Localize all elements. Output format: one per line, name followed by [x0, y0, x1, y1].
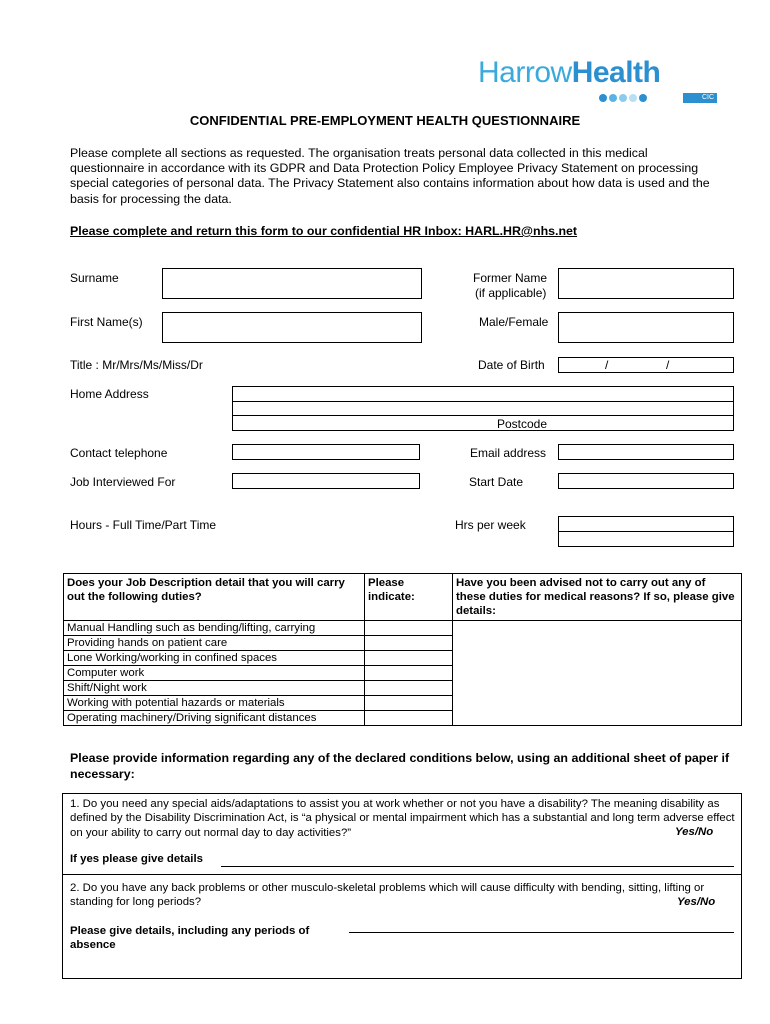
question-2-text: 2. Do you have any back problems or other musculo-skeletal problems which will cause difficulty with bending, sitting, lifting or standing for long periods?: [70, 882, 705, 909]
duty-label: Working with potential hazards or materials: [64, 696, 365, 711]
duties-col-header: Does your Job Description detail that you will carry out the following duties?: [64, 574, 365, 621]
advised-col-header: Have you been advised not to carry out any of these duties for medical reasons? If so, please give details:: [453, 574, 742, 621]
dob-separator: /: [605, 358, 609, 372]
hrs-per-week-label: Hrs per week: [455, 518, 526, 532]
home-address-label: Home Address: [70, 387, 149, 401]
job-label: Job Interviewed For: [70, 475, 176, 489]
hours-label: Hours - Full Time/Part Time: [70, 518, 217, 532]
gender-field[interactable]: [558, 312, 734, 343]
hrs-per-week-field-2[interactable]: [558, 531, 734, 547]
contact-telephone-label: Contact telephone: [70, 446, 168, 460]
logo-light-text: Harrow: [478, 56, 572, 89]
question-divider: [63, 874, 741, 875]
duty-label: Operating machinery/Driving significant distances: [64, 711, 365, 726]
indicate-cell[interactable]: [365, 711, 453, 726]
conditions-heading: Please provide information regarding any of the declared conditions below, using an additional sheet of paper if necessary:: [70, 751, 730, 781]
email-field[interactable]: [558, 444, 734, 460]
logo-dot: [629, 94, 637, 102]
start-date-field[interactable]: [558, 473, 734, 489]
dob-separator: /: [666, 358, 670, 372]
title-label: Title : Mr/Mrs/Ms/Miss/Dr: [70, 358, 203, 372]
indicate-cell[interactable]: [365, 696, 453, 711]
return-instructions: Please complete and return this form to our confidential HR Inbox: HARL.HR@nhs.net: [70, 224, 578, 238]
job-field[interactable]: [232, 473, 420, 489]
indicate-cell[interactable]: [365, 651, 453, 666]
logo-cic-tag: CIC: [683, 93, 717, 103]
question-1-details-label: If yes please give details: [70, 853, 203, 865]
page-title: CONFIDENTIAL PRE-EMPLOYMENT HEALTH QUESTIONNAIRE: [189, 113, 581, 128]
address-line-3-field[interactable]: [232, 415, 734, 431]
question-2-yes-no[interactable]: Yes/No: [677, 896, 716, 908]
former-name-label: Former Name: [473, 271, 548, 285]
duty-label: Computer work: [64, 666, 365, 681]
question-1-yes-no[interactable]: Yes/No: [675, 826, 714, 838]
question-1-details-line[interactable]: [221, 866, 734, 867]
conditions-box: [62, 793, 742, 979]
logo-wordmark: [478, 56, 660, 90]
question-2-details-label: Please give details, including any periods of absence: [70, 925, 310, 952]
first-names-field[interactable]: [162, 312, 422, 343]
first-names-label: First Name(s): [70, 315, 143, 329]
dob-label: Date of Birth: [478, 358, 545, 372]
duties-table-header: [64, 574, 742, 621]
logo-dot: [619, 94, 627, 102]
surname-label: Surname: [70, 271, 119, 285]
duty-label: Shift/Night work: [64, 681, 365, 696]
duty-label: Manual Handling such as bending/lifting, carrying: [64, 621, 365, 636]
logo-dots: [599, 94, 647, 102]
logo-bold-text: Health: [571, 56, 661, 89]
former-name-field[interactable]: [558, 268, 734, 299]
address-line-2-field[interactable]: [232, 401, 734, 416]
table-row: [64, 621, 742, 636]
start-date-label: Start Date: [469, 475, 524, 489]
logo-dot: [639, 94, 647, 102]
indicate-cell[interactable]: [365, 666, 453, 681]
logo-dot: [609, 94, 617, 102]
dob-field[interactable]: [558, 357, 734, 373]
duties-table: [63, 573, 742, 726]
indicate-cell[interactable]: [365, 621, 453, 636]
postcode-label: Postcode: [497, 417, 548, 431]
intro-paragraph: Please complete all sections as requested. The organisation treats personal data collected in this medical questionnaire in accordance with its GDPR and Data Protection Policy Employee Privacy Statement on processing special categories of personal data. The Privacy Statement also contains information about how data is used and the basis for processing the data.: [70, 146, 710, 206]
former-name-note: (if applicable): [475, 286, 547, 300]
email-label: Email address: [470, 446, 547, 460]
hrs-per-week-field[interactable]: [558, 516, 734, 532]
contact-telephone-field[interactable]: [232, 444, 420, 460]
logo-dot: [599, 94, 607, 102]
indicate-col-header: Please indicate:: [365, 574, 453, 621]
duty-label: Providing hands on patient care: [64, 636, 365, 651]
advised-details-cell[interactable]: [453, 621, 742, 726]
duty-label: Lone Working/working in confined spaces: [64, 651, 365, 666]
address-line-1-field[interactable]: [232, 386, 734, 402]
question-2-details-line[interactable]: [349, 932, 734, 933]
indicate-cell[interactable]: [365, 681, 453, 696]
surname-field[interactable]: [162, 268, 422, 299]
male-female-label: Male/Female: [479, 315, 549, 329]
question-1-text: 1. Do you need any special aids/adaptations to assist you at work whether or not you have a disability? The meaning disability as defined by the Disability Discrimination Act, is “a physical or mental impairment which has a substantial and long term adverse effect on your ability to carry out normal day to day activities?”: [70, 798, 735, 839]
indicate-cell[interactable]: [365, 636, 453, 651]
